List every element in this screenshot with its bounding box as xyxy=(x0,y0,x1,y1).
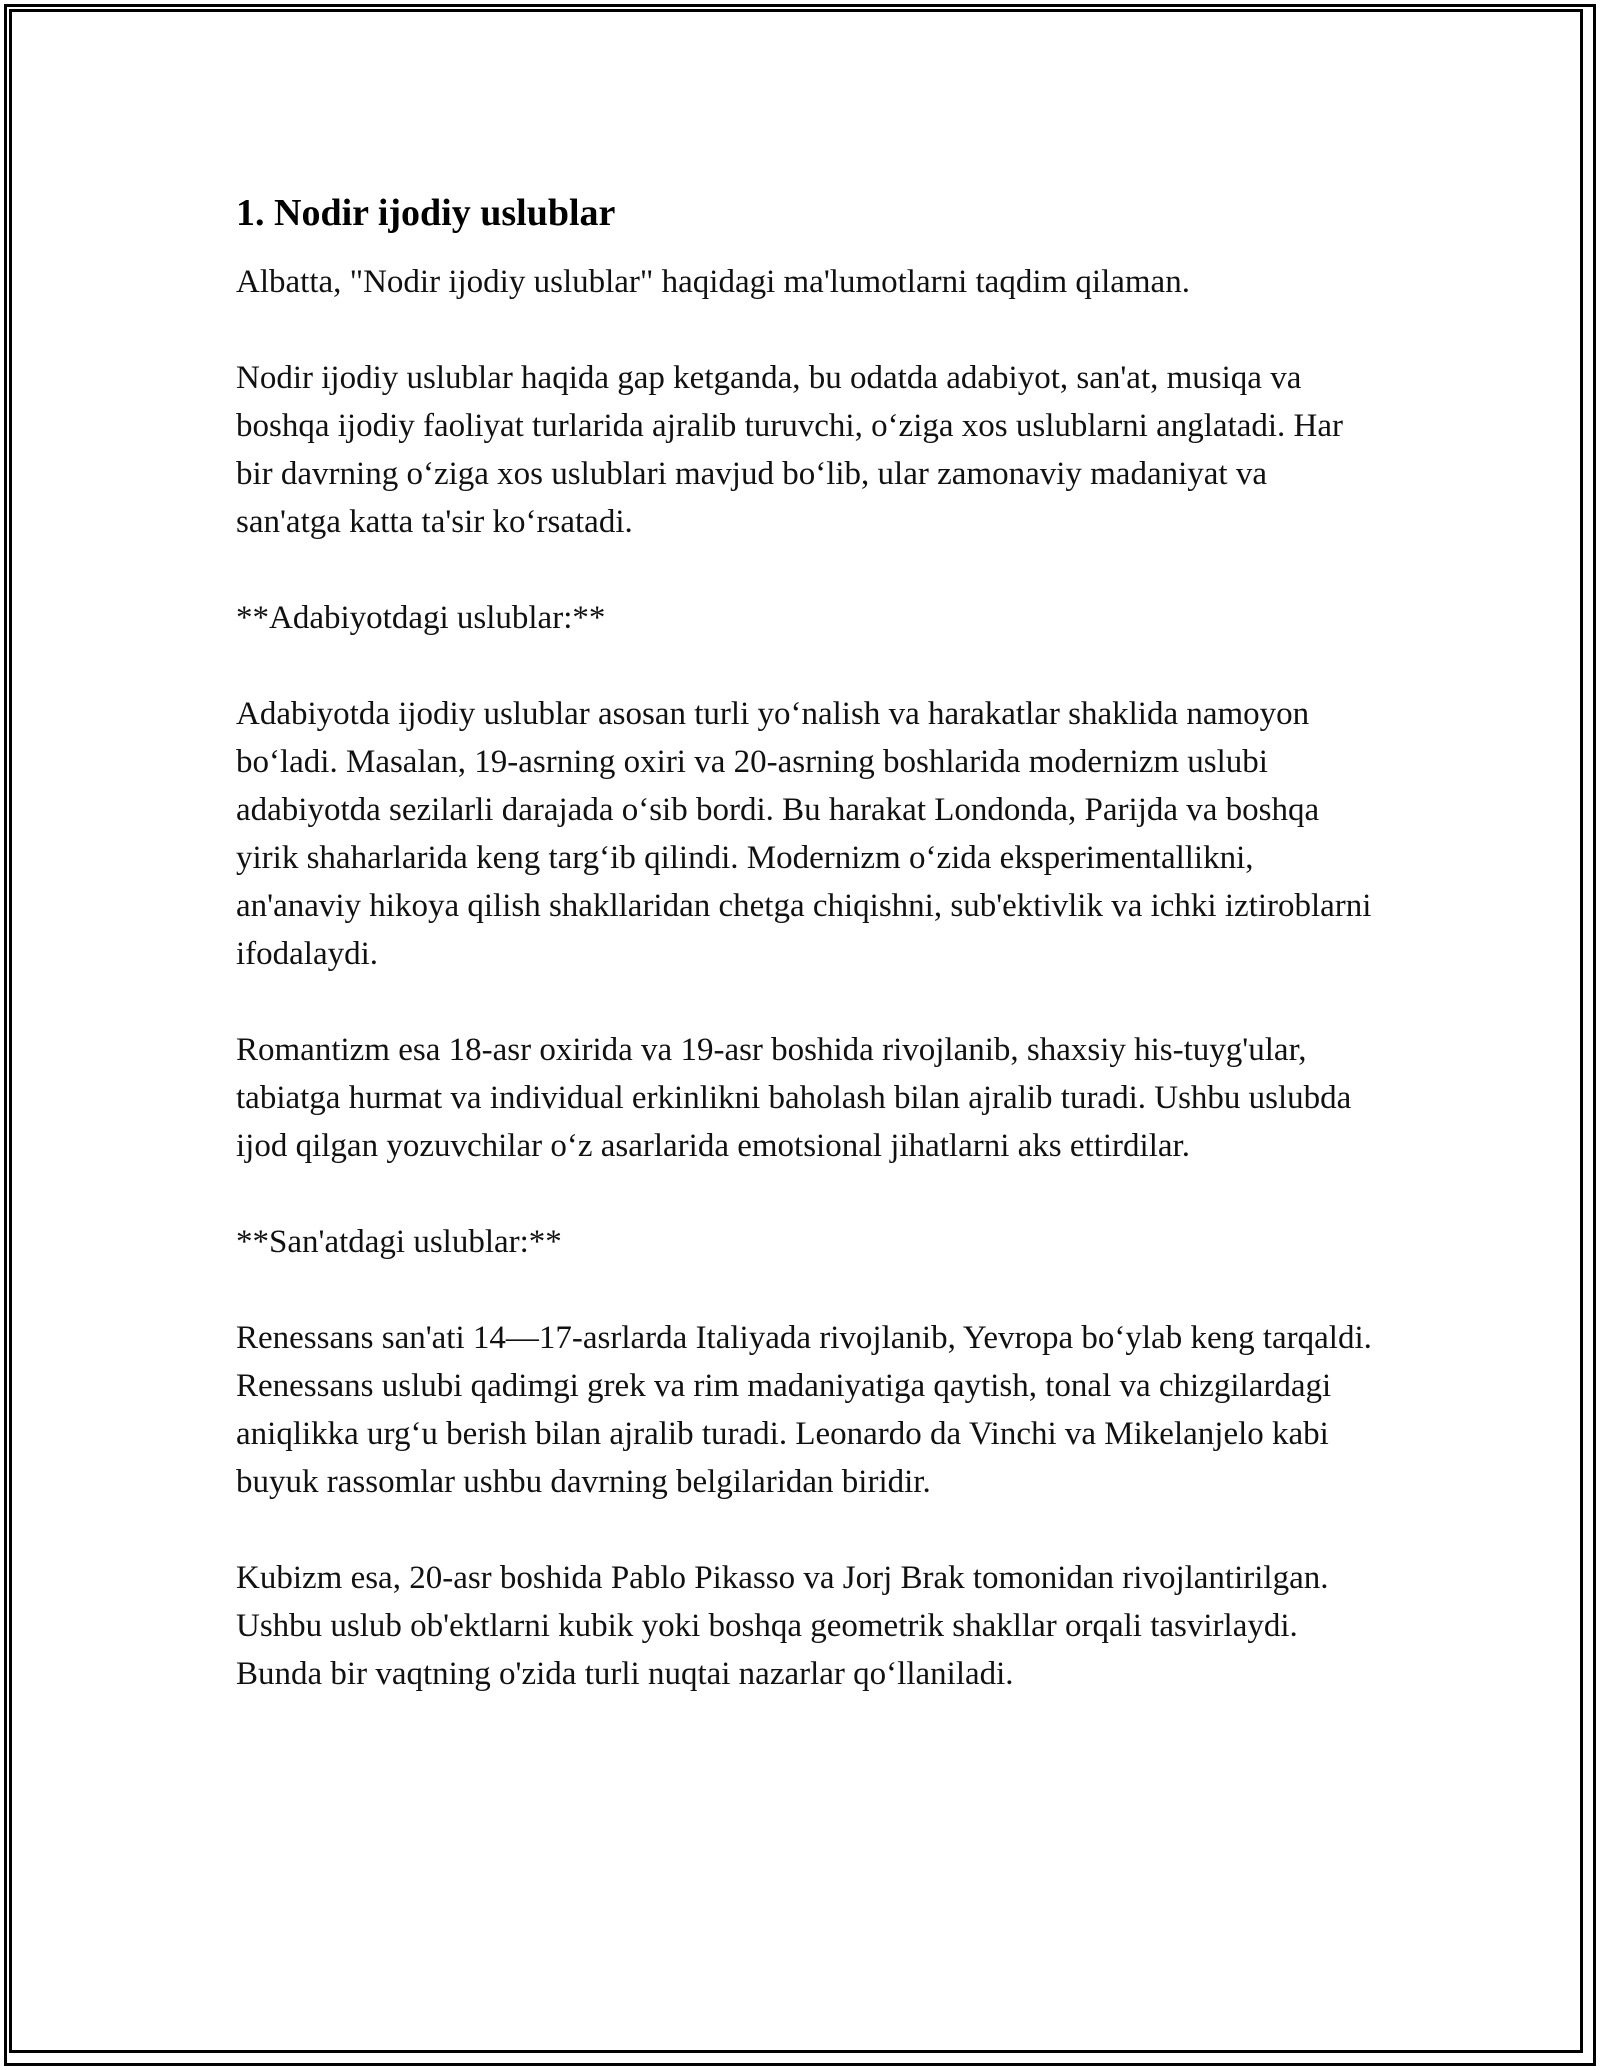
paragraph-cubism: Kubizm esa, 20-asr boshida Pablo Pikasso va Jorj Brak tomonidan rivojlantirilgan. Ushbu uslub ob'ektlarni kubik yoki boshqa geometrik shakllar orqali tasvirlaydi. Bunda bir vaqtning o'zida turli nuqtai nazarlar qo‘llaniladi. xyxy=(236,1560,1329,1692)
paragraph-intro: Albatta, "Nodir ijodiy uslublar" haqidagi ma'lumotlarni taqdim qilaman. xyxy=(236,264,1190,300)
paragraph-modernism: Adabiyotda ijodiy uslublar asosan turli yo‘nalish va harakatlar shaklida namoyon bo‘ladi. Masalan, 19-asrning oxiri va 20-asrning boshlarida modernizm uslubi adabiyotda sezilarli darajada o‘sib bordi. Bu harakat Londonda, Parijda va boshqa yirik shaharlarida keng targ‘ib qilindi. Modernizm o‘zida eksperimentallikni, an'anaviy hikoya qilish shakllaridan chetga chiqishni, sub'ektivlik va ichki iztiroblarni ifodalaydi. xyxy=(236,696,1372,972)
section-heading-art: **San'atdagi uslublar:** xyxy=(236,1224,562,1260)
paragraph-renaissance: Renessans san'ati 14—17-asrlarda Italiyada rivojlanib, Yevropa bo‘ylab keng tarqaldi. Renessans uslubi qadimgi grek va rim madaniyatiga qaytish, tonal va chizgilardagi aniqlikka urg‘u berish bilan ajralib turadi. Leonardo da Vinchi va Mikelanjelo kabi buyuk rassomlar ushbu davrning belgilaridan biridir. xyxy=(236,1320,1372,1500)
paragraph-romanticism: Romantizm esa 18-asr oxirida va 19-asr boshida rivojlanib, shaxsiy his-tuyg'ular, tabiatga hurmat va individual erkinlikni baholash bilan ajralib turadi. Ushbu uslubda ijod qilgan yozuvchilar o‘z asarlarida emotsional jihatlarni aks ettirdilar. xyxy=(236,1032,1352,1164)
document-title: 1. Nodir ijodiy uslublar xyxy=(236,192,616,234)
paragraph-overview: Nodir ijodiy uslublar haqida gap ketganda, bu odatda adabiyot, san'at, musiqa va boshqa ijodiy faoliyat turlarida ajralib turuvchi, o‘ziga xos uslublarni anglatadi. Har bir davrning o‘ziga xos uslublari mavjud bo‘lib, ular zamonaviy madaniyat va san'atga katta ta'sir ko‘rsatadi. xyxy=(236,360,1344,540)
section-heading-literature: **Adabiyotdagi uslublar:** xyxy=(236,600,606,636)
document-body xyxy=(236,188,1376,1698)
